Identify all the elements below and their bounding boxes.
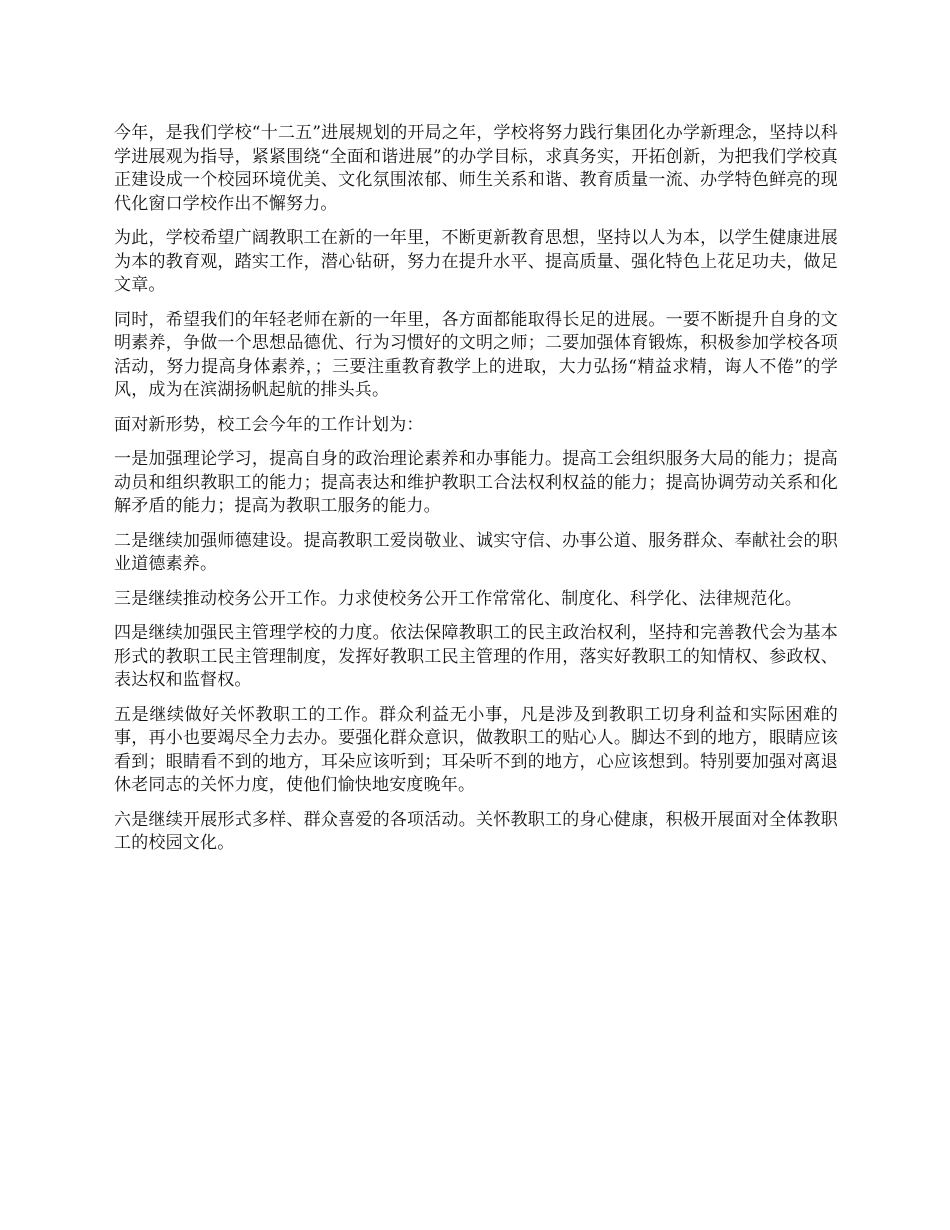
paragraph-plan-heading: 面对新形势，校工会今年的工作计划为： (114, 414, 424, 435)
paragraph-expectation: 为此，学校希望广阔教职工在新的一年里，不断更新教育思想，坚持以人为本，以学生健康进展为本的教育观，踏实工作，潜心钻研，努力在提升水平、提高质量、强化特色上花足功夫，做足文章。 (114, 228, 838, 295)
paragraph-young-teachers: 同时，希望我们的年轻老师在新的一年里，各方面都能取得长足的进展。一要不断提升自身的文明素养，争做一个思想品德优、行为习惯好的文明之师；二要加强体育锻炼，积极参加学校各项活动，努力提高身体素养，；三要注重教育教学上的进取，大力弘扬“精益求精，诲人不倦”的学风，成为在滨湖扬帆起航的排头兵。 (114, 309, 838, 400)
paragraph-intro: 今年，是我们学校“十二五”进展规划的开局之年，学校将努力践行集团化办学新理念，坚持以科学进展观为指导，紧紧围绕“全面和谐进展”的办学目标，求真务实，开拓创新，为把我们学校真正建设成一个校园环境优美、文化氛围浓郁、师生关系和谐、教育质量一流、办学特色鲜亮的现代化窗口学校作出不懈努力。 (114, 123, 838, 214)
paragraph-item-4-democracy: 四是继续加强民主管理学校的力度。依法保障教职工的民主政治权利，坚持和完善教代会为基本形式的教职工民主管理制度，发挥好教职工民主管理的作用，落实好教职工的知情权、参政权、表达权和监督权。 (114, 623, 838, 690)
paragraph-item-1-theory: 一是加强理论学习，提高自身的政治理论素养和办事能力。提高工会组织服务大局的能力；提高动员和组织教职工的能力；提高表达和维护教职工合法权利权益的能力；提高协调劳动关系和化解矛盾的能力；提高为教职工服务的能力。 (114, 449, 838, 516)
paragraph-item-5-care: 五是继续做好关怀教职工的工作。群众利益无小事，凡是涉及到教职工切身利益和实际困难的事，再小也要竭尽全力去办。要强化群众意识，做教职工的贴心人。脚达不到的地方，眼睛应该看到；眼睛看不到的地方，耳朵应该听到；耳朵听不到的地方，心应该想到。特别要加强对离退休老同志的关怀力度，使他们愉快地安度晚年。 (114, 704, 838, 795)
paragraph-item-3-transparency: 三是继续推动校务公开工作。力求使校务公开工作常常化、制度化、科学化、法律规范化。 (114, 588, 802, 609)
document-body (114, 122, 838, 867)
paragraph-item-6-activities: 六是继续开展形式多样、群众喜爱的各项活动。关怀教职工的身心健康，积极开展面对全体教职工的校园文化。 (114, 809, 838, 853)
paragraph-item-2-ethics: 二是继续加强师德建设。提高教职工爱岗敬业、诚实守信、办事公道、服务群众、奉献社会的职业道德素养。 (114, 530, 838, 574)
